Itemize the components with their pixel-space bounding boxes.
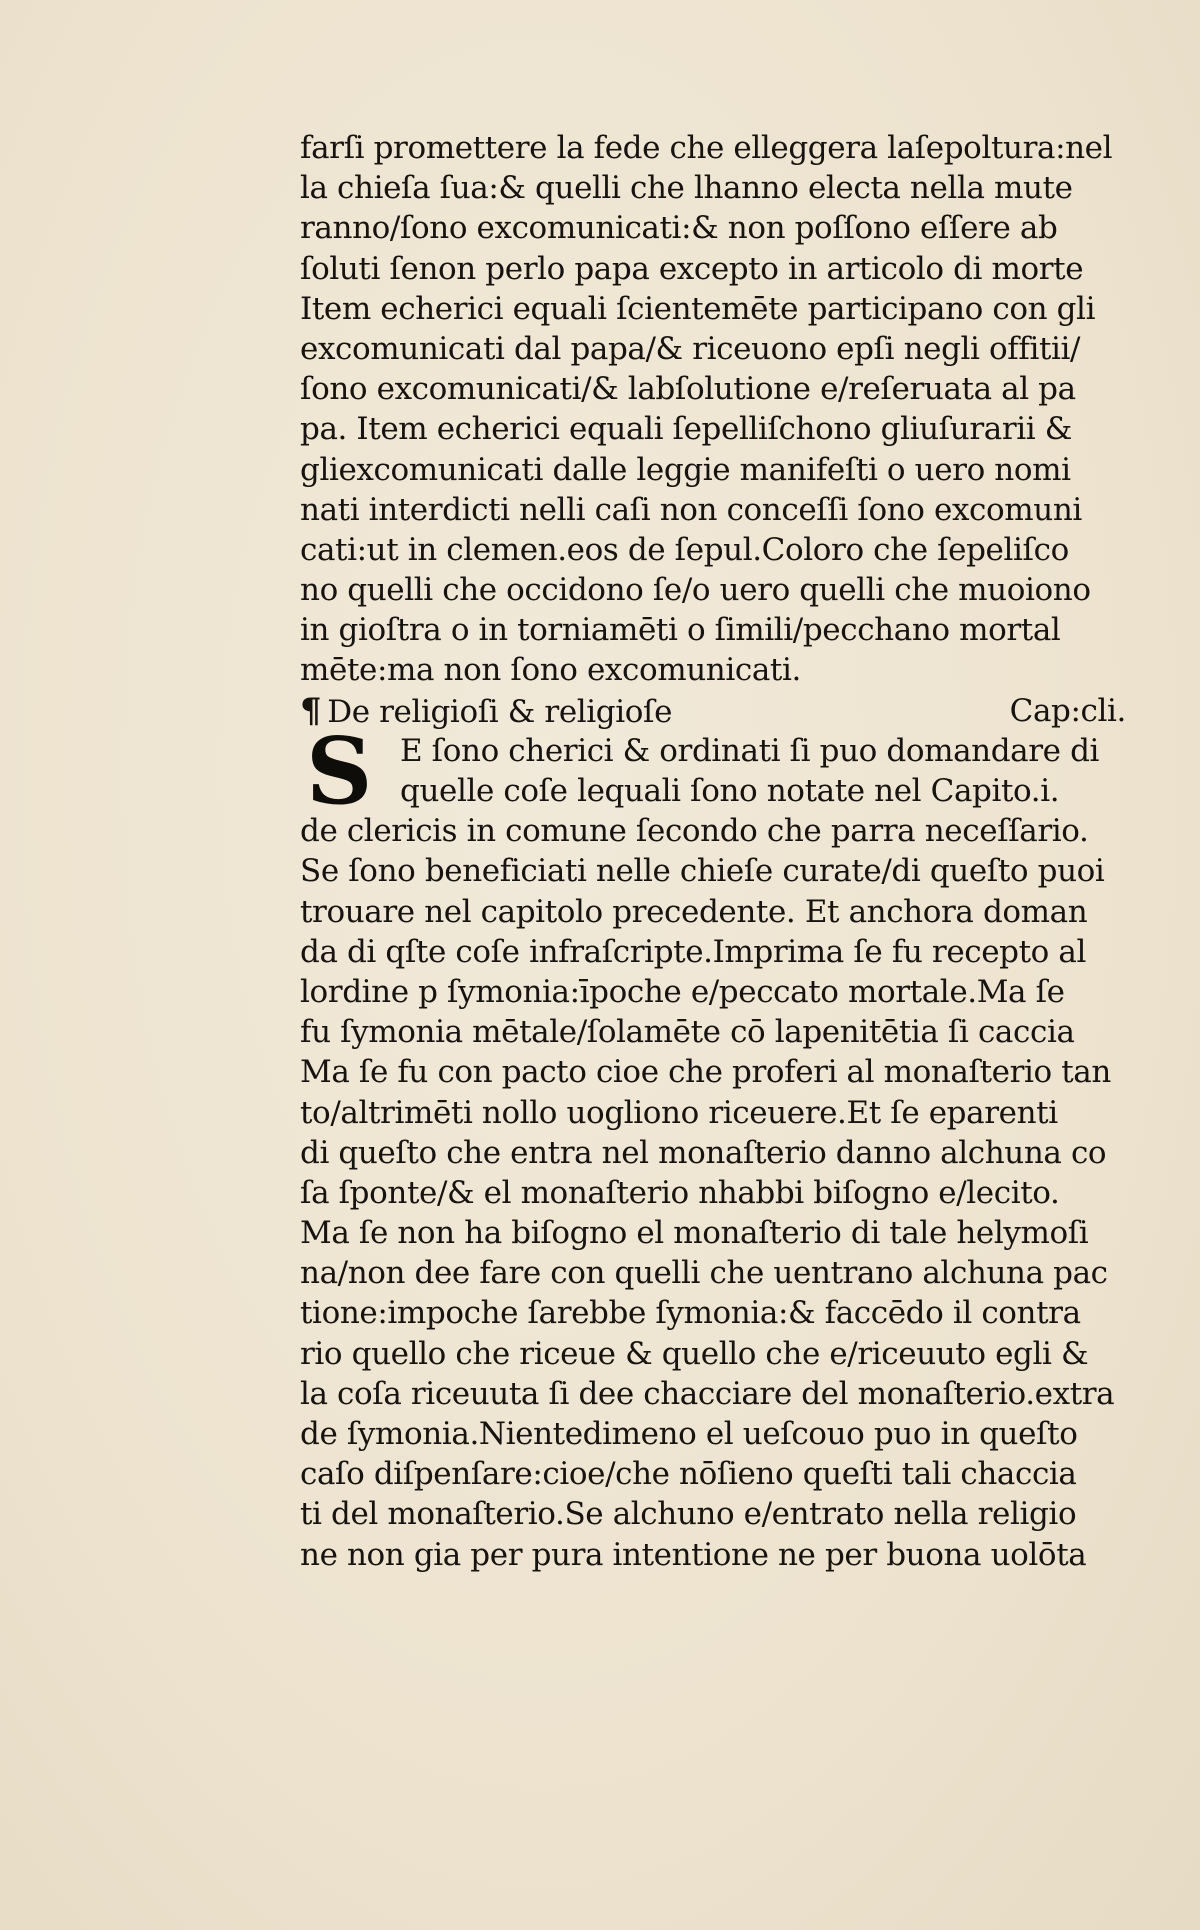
text-line: lordine p ſymonia:īpoche e/peccato mortale.Ma ſe <box>300 973 1065 1010</box>
main-text-block <box>300 128 1130 1575</box>
text-line: de ſymonia.Nientedimeno el ueſcouo puo in queſto <box>300 1416 1078 1453</box>
text-line: in gioſtra o in torniamēti o ſimili/pecchano mortal <box>300 612 1061 649</box>
text-line: ne non gia per pura intentione ne per buona uolōta <box>300 1536 1087 1573</box>
text-line: tione:impoche ſarebbe ſymonia:& faccēdo il contra <box>300 1295 1081 1332</box>
text-line: da di qſte coſe infraſcripte.Imprima ſe fu recepto al <box>300 933 1086 970</box>
text-line: Item echerici equali ſcientemēte participano con gli <box>300 290 1096 327</box>
initial-lines <box>300 716 1130 825</box>
drop-cap-initial: S <box>305 716 373 825</box>
chapter-heading <box>300 691 1130 731</box>
text-line: E ſono cherici & ordinati ſi puo domandare di <box>400 732 1100 769</box>
text-line: rio quello che riceue & quello che e/riceuuto egli & <box>300 1335 1089 1372</box>
text-line: di queſto che entra nel monaſterio danno alchuna co <box>300 1134 1107 1171</box>
text-line: ſoluti ſenon perlo papa excepto in articolo di morte <box>300 250 1084 287</box>
text-line: de clericis in comune ſecondo che parra neceſſario. <box>300 813 1089 850</box>
text-line: cati:ut in clemen.eos de ſepul.Coloro che ſepeliſco <box>300 531 1069 568</box>
text-line: to/altrimēti nollo uogliono riceuere.Et ſe eparenti <box>300 1094 1058 1131</box>
paragraph-after-initial <box>300 811 1130 1575</box>
text-line: ſono excomunicati/& labſolutione e/reſeruata al pa <box>300 371 1076 408</box>
text-line: quelle coſe lequali ſono notate nel Capito.i. <box>400 773 1060 809</box>
pilcrow-icon: ¶ <box>300 690 322 731</box>
paragraph-before-heading <box>300 128 1130 691</box>
initial-paragraph <box>300 716 1130 825</box>
text-line: excomunicati dal papa/& riceuono epſi negli offitii/ <box>300 330 1081 367</box>
text-line: na/non dee fare con quelli che uentrano alchuna pac <box>300 1255 1108 1292</box>
text-line: gliexcomunicati dalle leggie manifeſti o uero nomi <box>300 451 1071 488</box>
text-line: farſi promettere la fede che elleggera laſepoltura:nel <box>300 130 1113 166</box>
text-line: Ma ſe fu con pacto cioe che proferi al monaſterio tan <box>300 1054 1111 1091</box>
text-line: nati interdicti nelli caſi non conceſſi ſono excomuni <box>300 491 1082 528</box>
text-line: caſo diſpenſare:cioe/che nōſieno queſti tali chaccia <box>300 1456 1077 1493</box>
chapter-number: Cap:cli. <box>1009 692 1126 729</box>
heading-title: De religioſi & religioſe <box>327 693 673 730</box>
text-line: Se ſono beneficiati nelle chieſe curate/di queſto puoi <box>300 853 1105 890</box>
text-line: mēte:ma non ſono excomunicati. <box>300 652 801 689</box>
text-line: no quelli che occidono ſe/o uero quelli che muoiono <box>300 572 1091 609</box>
text-line: fu ſymonia mētale/ſolamēte cō lapenitētia ſi caccia <box>300 1014 1075 1051</box>
text-line: trouare nel capitolo precedente. Et anchora doman <box>300 893 1088 930</box>
text-line: ti del monaſterio.Se alchuno e/entrato nella religio <box>300 1496 1077 1533</box>
text-line: ranno/ſono excomunicati:& non poſſono eſſere ab <box>300 210 1058 247</box>
text-line: la chieſa ſua:& quelli che lhanno electa nella mute <box>300 170 1073 207</box>
text-line: ſa ſponte/& el monaſterio nhabbi biſogno e/lecito. <box>300 1174 1060 1211</box>
text-line: pa. Item echerici equali ſepelliſchono gliuſurarii & <box>300 411 1072 448</box>
text-line: la coſa riceuuta ſi dee chacciare del monaſterio.extra <box>300 1375 1115 1412</box>
text-line: Ma ſe non ha biſogno el monaſterio di tale helymoſi <box>300 1215 1089 1252</box>
